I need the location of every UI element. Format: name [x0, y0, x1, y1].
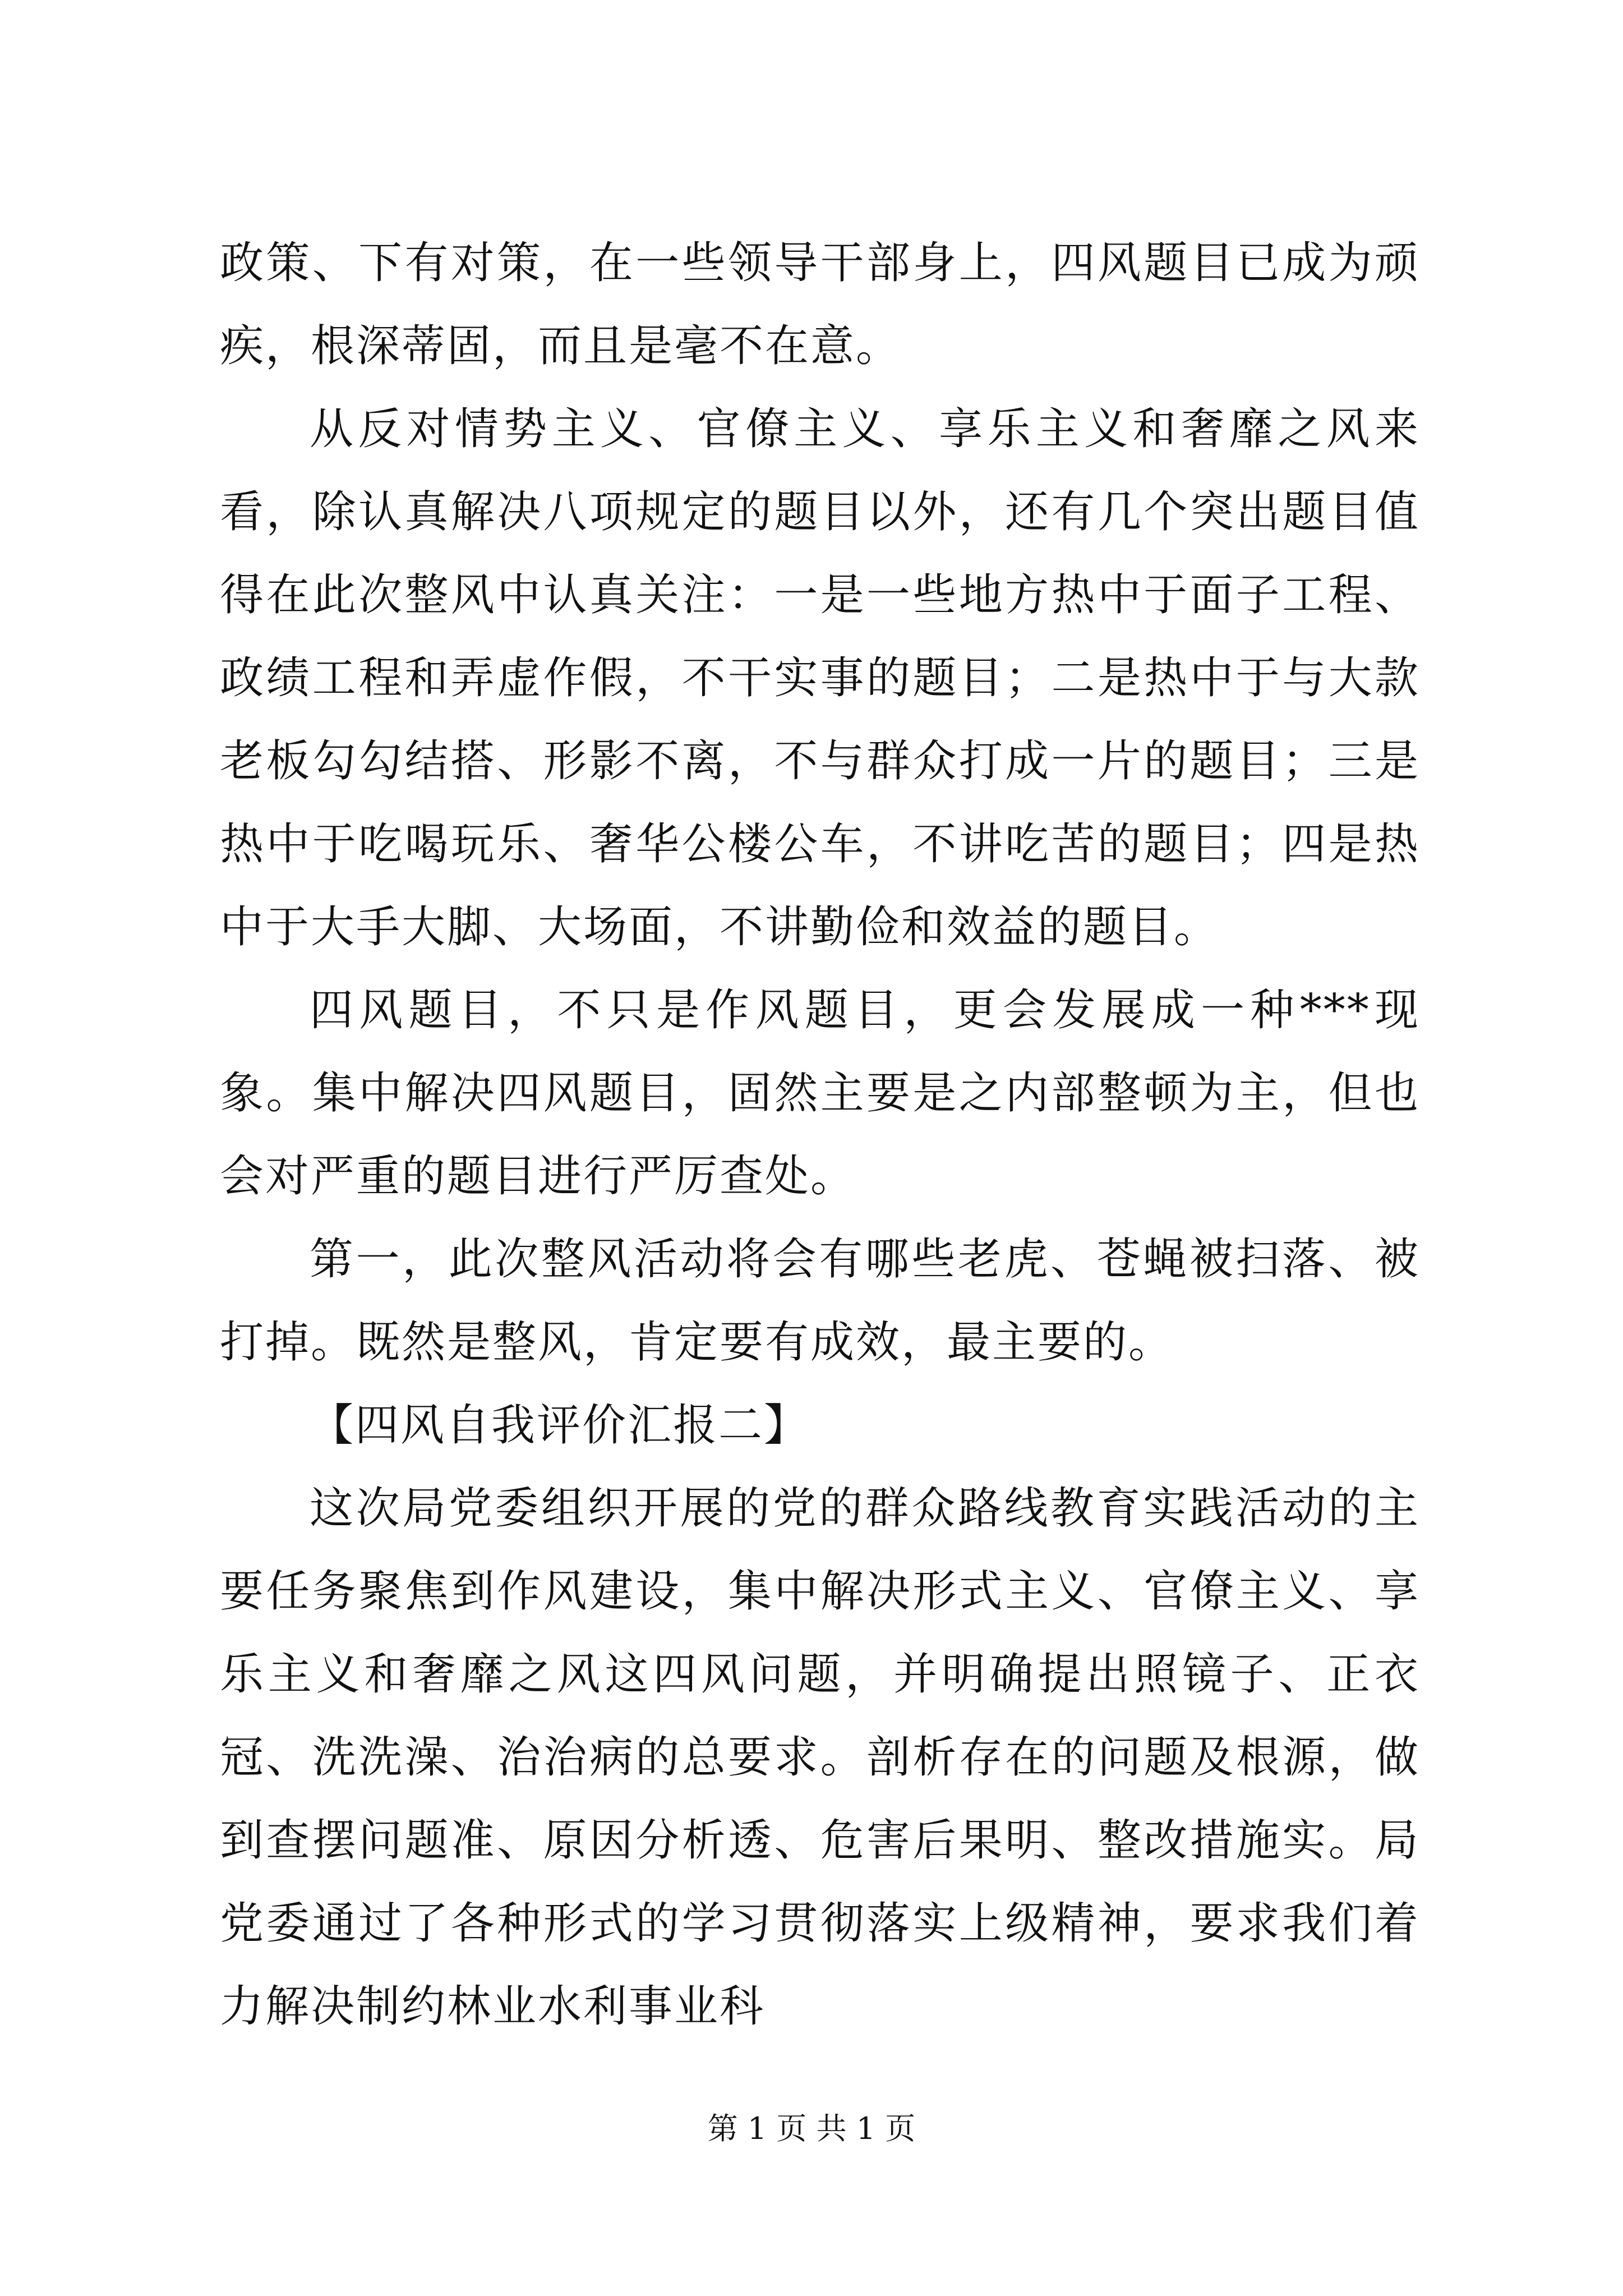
page-footer: 第 1 页 共 1 页 [707, 2111, 916, 2146]
paragraph-1: 政策、下有对策，在一些领导干部身上，四风题目已成为顽疾，根深蒂固，而且是毫不在意。 [220, 238, 1420, 371]
paragraph-3: 四风题目，不只是作风题目，更会发展成一种***现象。集中解决四风题目，固然主要是之内部整顿为主，但也会对严重的题目进行严厉查处。 [220, 985, 1420, 1202]
document-body [220, 222, 1420, 2048]
paragraph-2: 从反对情势主义、官僚主义、享乐主义和奢靡之风来看，除认真解决八项规定的题目以外，还有几个突出题目值得在此次整风中认真关注：一是一些地方热中于面子工程、政绩工程和弄虚作假，不干实事的题目；二是热中于与大款老板勾勾结搭、形影不离，不与群众打成一片的题目；三是热中于吃喝玩乐、奢华公楼公车，不讲吃苦的题目；四是热中于大手大脚、大场面，不讲勤俭和效益的题目。 [220, 404, 1420, 953]
paragraph-5: 这次局党委组织开展的党的群众路线教育实践活动的主要任务聚焦到作风建设，集中解决形式主义、官僚主义、享乐主义和奢靡之风这四风问题，并明确提出照镜子、正衣冠、洗洗澡、治治病的总要求。剖析存在的问题及根源，做到查摆问题准、原因分析透、危害后果明、整改措施实。局党委通过了各种形式的学习贯彻落实上级精神，要求我们着力解决制约林业水利事业科 [220, 1483, 1420, 2032]
paragraph-4: 第一，此次整风活动将会有哪些老虎、苍蝇被扫落、被打掉。既然是整风，肯定要有成效，最主要的。 [220, 1234, 1420, 1368]
section-heading: 【四风自我评价汇报二】 [310, 1400, 810, 1451]
